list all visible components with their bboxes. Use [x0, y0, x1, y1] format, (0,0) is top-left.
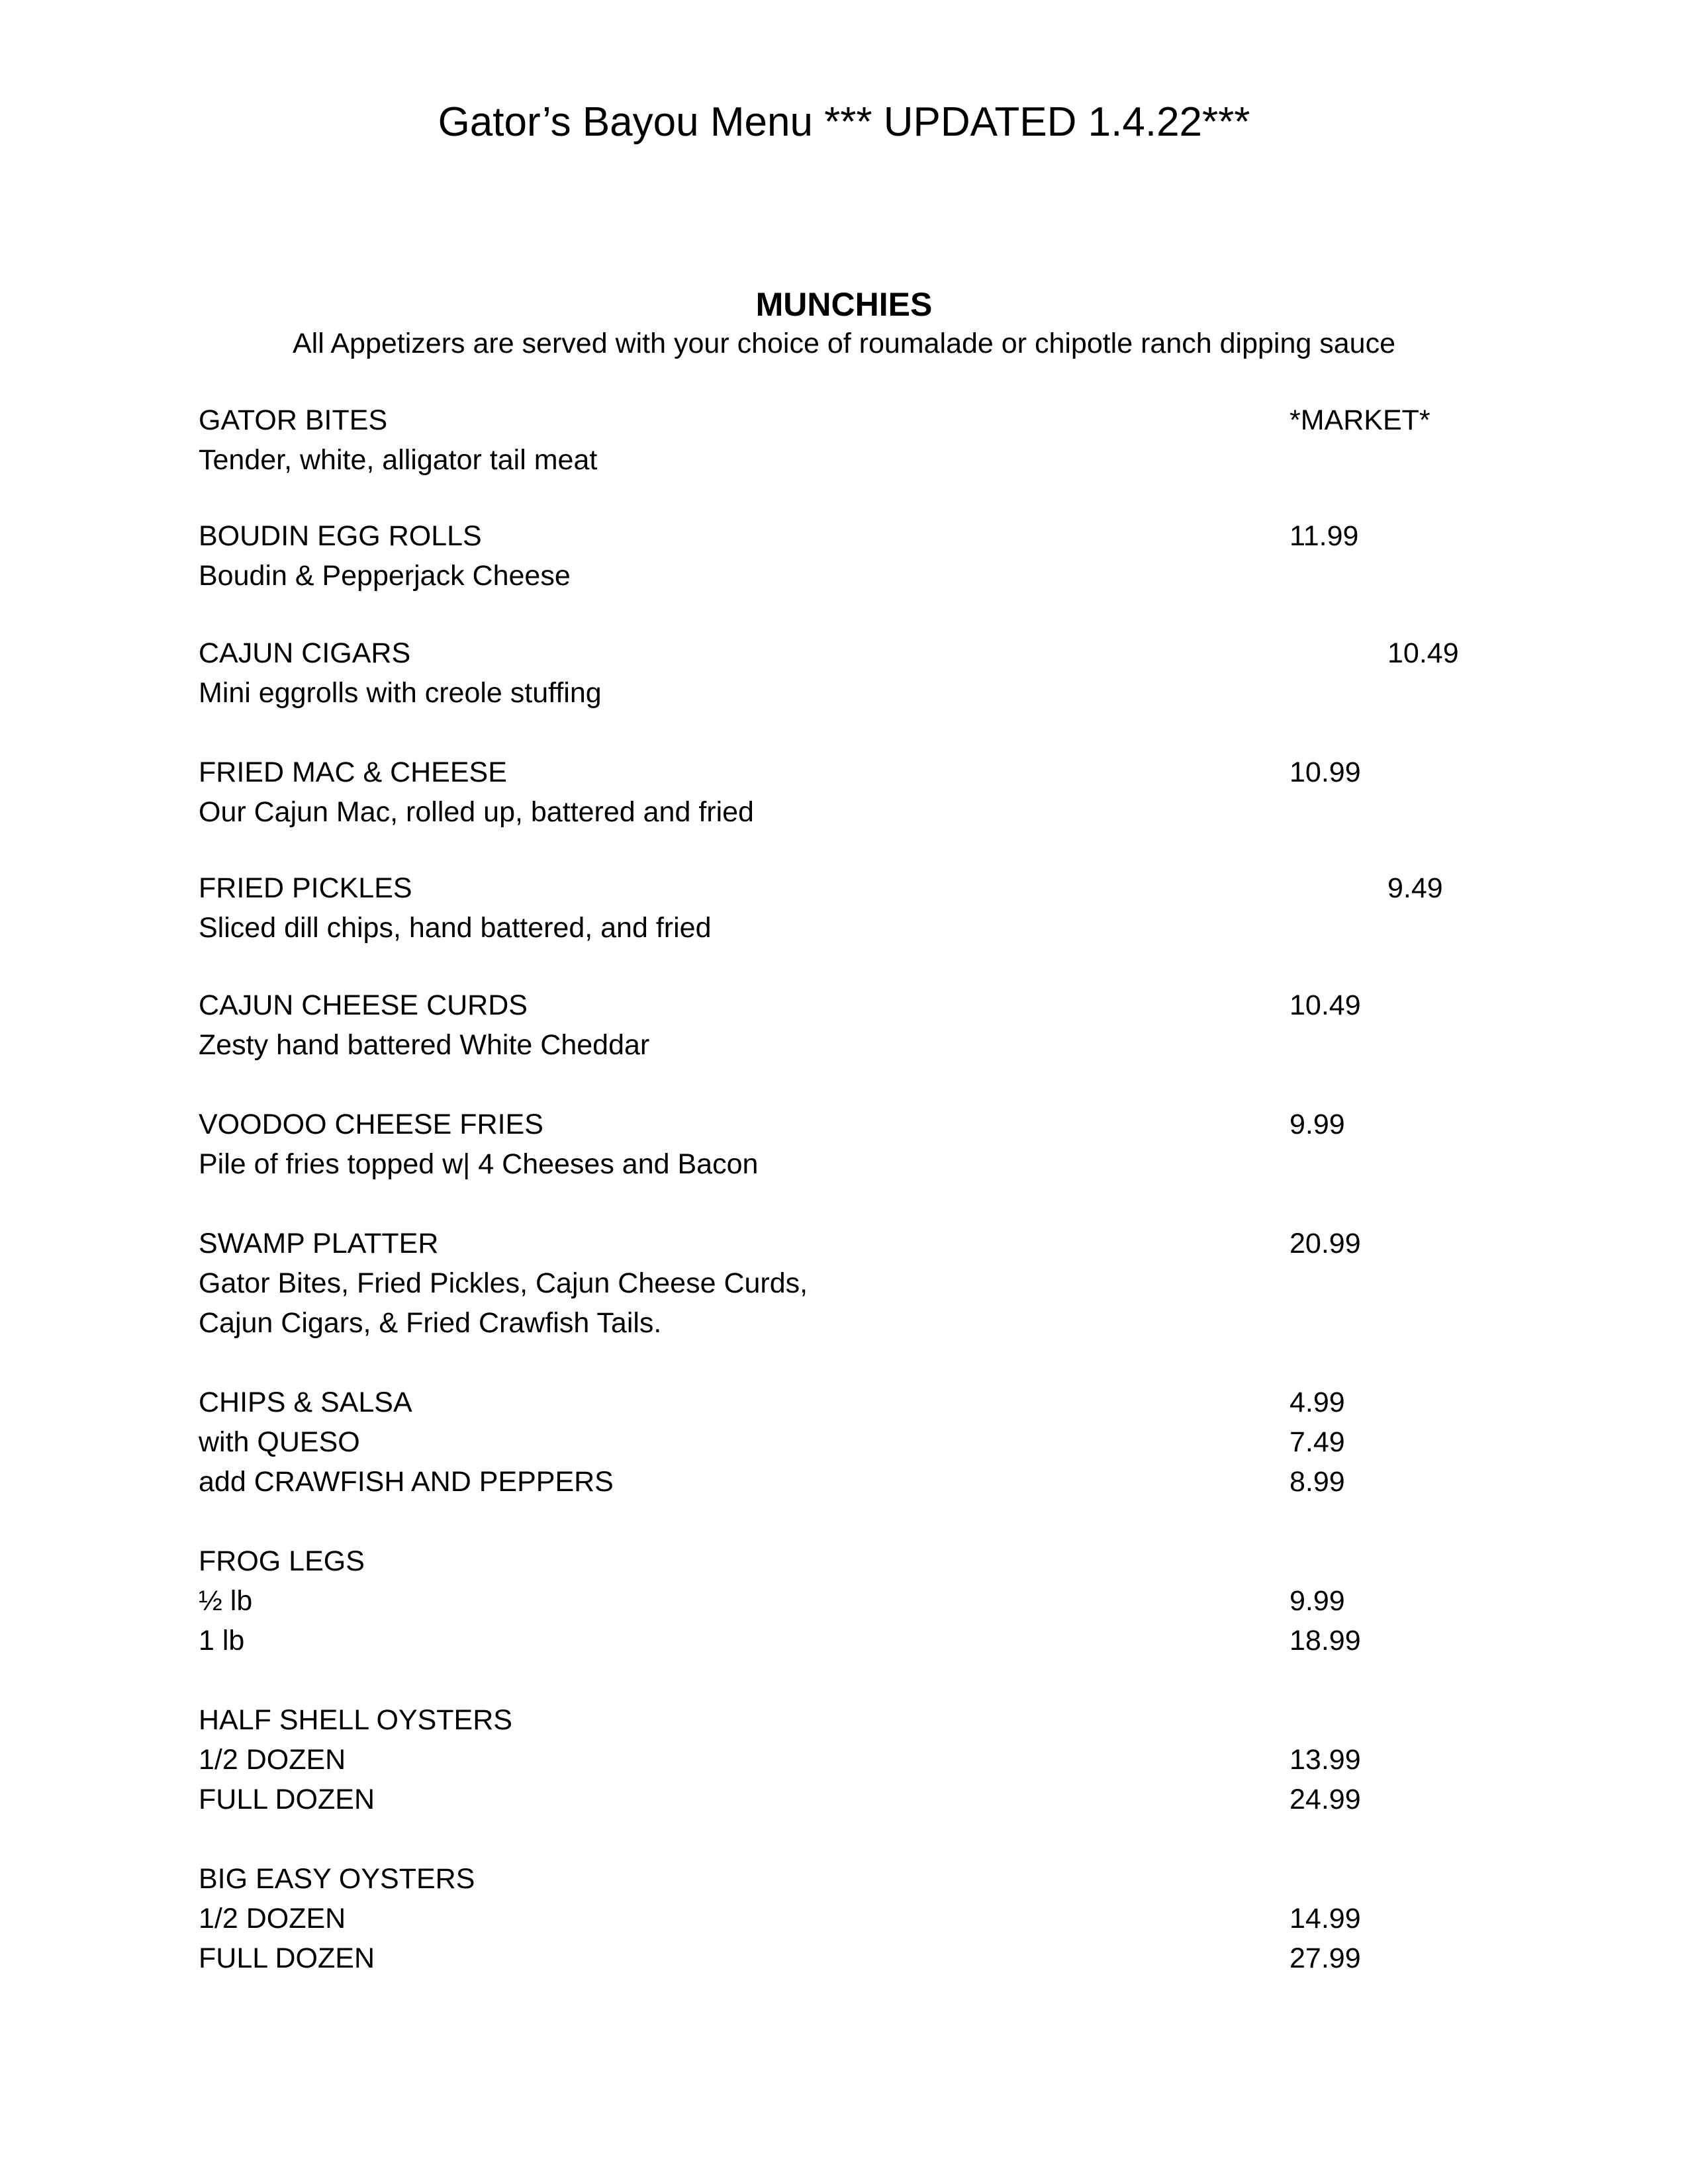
- item-option-label: FULL DOZEN: [199, 1942, 375, 1974]
- item-price: 10.99: [1289, 756, 1361, 788]
- item-name: VOODOO CHEESE FRIES: [199, 1109, 543, 1140]
- item-description: Our Cajun Mac, rolled up, battered and fried: [199, 796, 754, 828]
- item-option-label: FULL DOZEN: [199, 1784, 375, 1815]
- item-option-label: with QUESO: [199, 1426, 360, 1458]
- item-option-price: 24.99: [1289, 1784, 1361, 1815]
- item-option-label: 1/2 DOZEN: [199, 1903, 346, 1934]
- item-name: FRIED PICKLES: [199, 872, 412, 904]
- item-option-label: add CRAWFISH AND PEPPERS: [199, 1466, 614, 1498]
- item-name: FRIED MAC & CHEESE: [199, 756, 507, 788]
- item-description: Boudin & Pepperjack Cheese: [199, 560, 571, 592]
- item-name: BIG EASY OYSTERS: [199, 1863, 475, 1895]
- item-description: Tender, white, alligator tail meat: [199, 444, 598, 476]
- item-option-price: 14.99: [1289, 1903, 1361, 1934]
- item-name: HALF SHELL OYSTERS: [199, 1704, 512, 1736]
- item-price: 9.99: [1289, 1109, 1345, 1140]
- item-option-price: 13.99: [1289, 1744, 1361, 1776]
- item-price: 9.49: [1387, 872, 1443, 904]
- item-name: BOUDIN EGG ROLLS: [199, 520, 482, 552]
- item-description: Pile of fries topped w| 4 Cheeses and Bacon: [199, 1148, 759, 1180]
- section-heading-munchies: MUNCHIES: [755, 286, 933, 323]
- item-option-label: ½ lb: [199, 1585, 253, 1617]
- item-option-label: 1 lb: [199, 1625, 245, 1657]
- item-option-price: 8.99: [1289, 1466, 1345, 1498]
- item-price: *MARKET*: [1289, 404, 1430, 436]
- item-description: Mini eggrolls with creole stuffing: [199, 677, 602, 709]
- item-name: GATOR BITES: [199, 404, 388, 436]
- item-price: 10.49: [1289, 989, 1361, 1021]
- item-price: 10.49: [1387, 637, 1459, 669]
- item-option-label: 1/2 DOZEN: [199, 1744, 346, 1776]
- item-name: SWAMP PLATTER: [199, 1228, 439, 1259]
- item-name: CAJUN CHEESE CURDS: [199, 989, 528, 1021]
- item-description: Zesty hand battered White Cheddar: [199, 1029, 650, 1061]
- item-description: Cajun Cigars, & Fried Crawfish Tails.: [199, 1307, 662, 1339]
- section-subheading: All Appetizers are served with your choice of roumalade or chipotle ranch dipping sauce: [293, 328, 1395, 359]
- item-description: Sliced dill chips, hand battered, and fried: [199, 912, 712, 944]
- item-option-price: 7.49: [1289, 1426, 1345, 1458]
- menu-title: Gator’s Bayou Menu *** UPDATED 1.4.22***: [438, 99, 1250, 145]
- item-price: 11.99: [1289, 520, 1359, 552]
- item-name: FROG LEGS: [199, 1545, 365, 1577]
- item-description: Gator Bites, Fried Pickles, Cajun Cheese Curds,: [199, 1267, 808, 1299]
- item-price: 4.99: [1289, 1387, 1345, 1418]
- item-option-price: 27.99: [1289, 1942, 1361, 1974]
- item-name: CAJUN CIGARS: [199, 637, 411, 669]
- item-option-price: 18.99: [1289, 1625, 1361, 1657]
- item-name: CHIPS & SALSA: [199, 1387, 412, 1418]
- item-price: 20.99: [1289, 1228, 1361, 1259]
- item-option-price: 9.99: [1289, 1585, 1345, 1617]
